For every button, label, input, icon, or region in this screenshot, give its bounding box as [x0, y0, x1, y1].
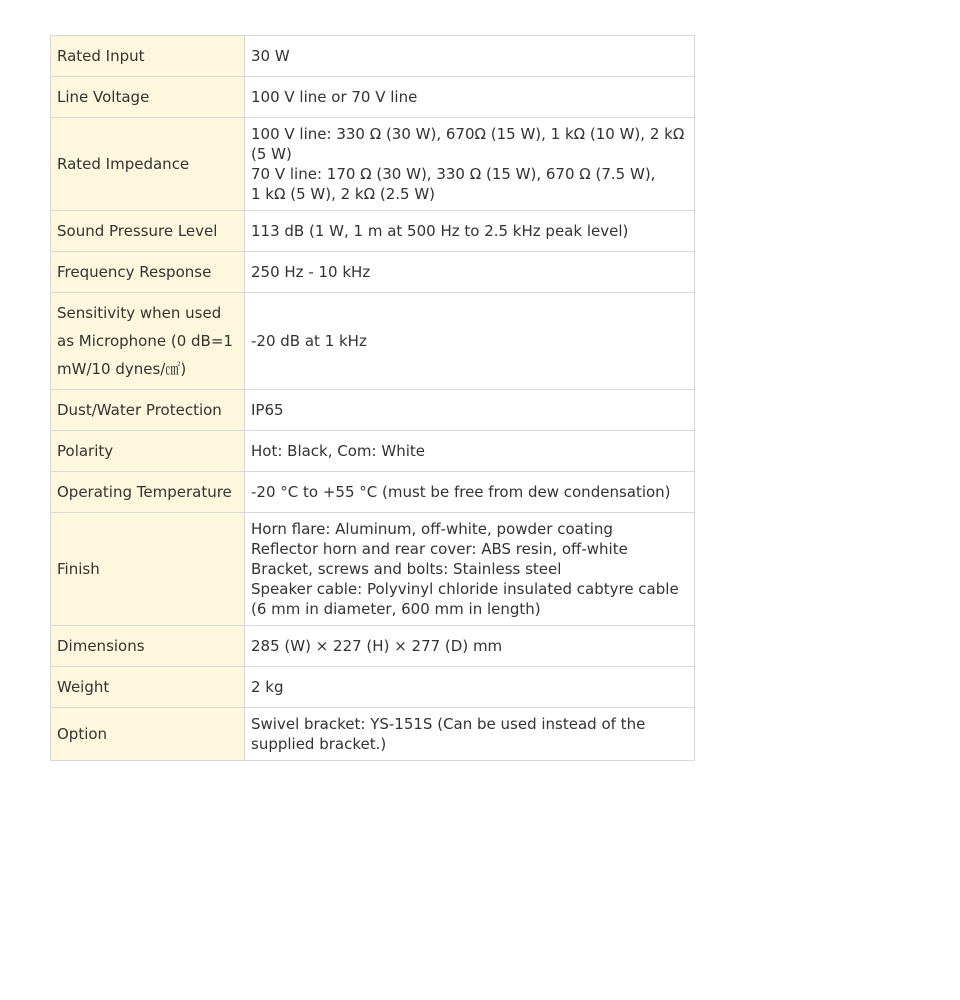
spec-label: Finish	[51, 513, 245, 626]
spec-value	[245, 293, 695, 390]
spec-row	[51, 390, 695, 431]
spec-value-line: IP65	[251, 401, 284, 419]
spec-table-body	[51, 36, 695, 761]
spec-row	[51, 472, 695, 513]
spec-value-line: 100 V line or 70 V line	[251, 88, 418, 106]
spec-label: Dust/Water Protection	[51, 390, 245, 431]
spec-value	[245, 667, 695, 708]
spec-label: Frequency Response	[51, 252, 245, 293]
spec-value-line: 30 W	[251, 47, 290, 65]
spec-label: Dimensions	[51, 626, 245, 667]
spec-label: Rated Input	[51, 36, 245, 77]
spec-value	[245, 513, 695, 626]
spec-value-line: 2 kg	[251, 678, 284, 696]
spec-row	[51, 513, 695, 626]
spec-row	[51, 293, 695, 390]
spec-value-line: Reflector horn and rear cover: ABS resin, off-white	[251, 540, 628, 558]
spec-value	[245, 431, 695, 472]
spec-value-line: 1 kΩ (5 W), 2 kΩ (2.5 W)	[251, 185, 435, 203]
spec-row	[51, 626, 695, 667]
spec-label: Sensitivity when used as Microphone (0 dB=1 mW/10 dynes/㎠)	[51, 293, 245, 390]
spec-value	[245, 626, 695, 667]
spec-value-line: Horn flare: Aluminum, off-white, powder coating	[251, 520, 613, 538]
spec-value-line: Swivel bracket: YS-151S (Can be used instead of the supplied bracket.)	[251, 715, 646, 753]
spec-label: Sound Pressure Level	[51, 211, 245, 252]
spec-value-line: -20 dB at 1 kHz	[251, 332, 367, 350]
spec-row	[51, 431, 695, 472]
spec-value	[245, 390, 695, 431]
spec-value-line: -20 °C to +55 °C (must be free from dew condensation)	[251, 483, 671, 501]
spec-value-line: (6 mm in diameter, 600 mm in length)	[251, 600, 541, 618]
spec-value-line: Speaker cable: Polyvinyl chloride insulated cabtyre cable	[251, 580, 679, 598]
spec-row	[51, 77, 695, 118]
spec-row	[51, 708, 695, 761]
spec-value	[245, 118, 695, 211]
spec-row	[51, 667, 695, 708]
spec-row	[51, 211, 695, 252]
spec-value	[245, 252, 695, 293]
spec-label: Option	[51, 708, 245, 761]
spec-value	[245, 211, 695, 252]
spec-row	[51, 252, 695, 293]
spec-row	[51, 36, 695, 77]
spec-value-line: 285 (W) × 227 (H) × 277 (D) mm	[251, 637, 503, 655]
spec-value	[245, 708, 695, 761]
spec-label: Weight	[51, 667, 245, 708]
spec-value	[245, 77, 695, 118]
spec-value-line: Bracket, screws and bolts: Stainless steel	[251, 560, 562, 578]
spec-label: Line Voltage	[51, 77, 245, 118]
spec-value-line: Hot: Black, Com: White	[251, 442, 425, 460]
spec-label: Operating Temperature	[51, 472, 245, 513]
spec-table	[50, 35, 695, 761]
spec-value-line: 250 Hz - 10 kHz	[251, 263, 371, 281]
spec-value-line: 100 V line: 330 Ω (30 W), 670Ω (15 W), 1 kΩ (10 W), 2 kΩ (5 W)	[251, 125, 685, 163]
spec-label: Polarity	[51, 431, 245, 472]
spec-value-line: 70 V line: 170 Ω (30 W), 330 Ω (15 W), 670 Ω (7.5 W),	[251, 165, 656, 183]
spec-value	[245, 472, 695, 513]
spec-value	[245, 36, 695, 77]
spec-row	[51, 118, 695, 211]
spec-value-line: 113 dB (1 W, 1 m at 500 Hz to 2.5 kHz peak level)	[251, 222, 629, 240]
spec-label: Rated Impedance	[51, 118, 245, 211]
